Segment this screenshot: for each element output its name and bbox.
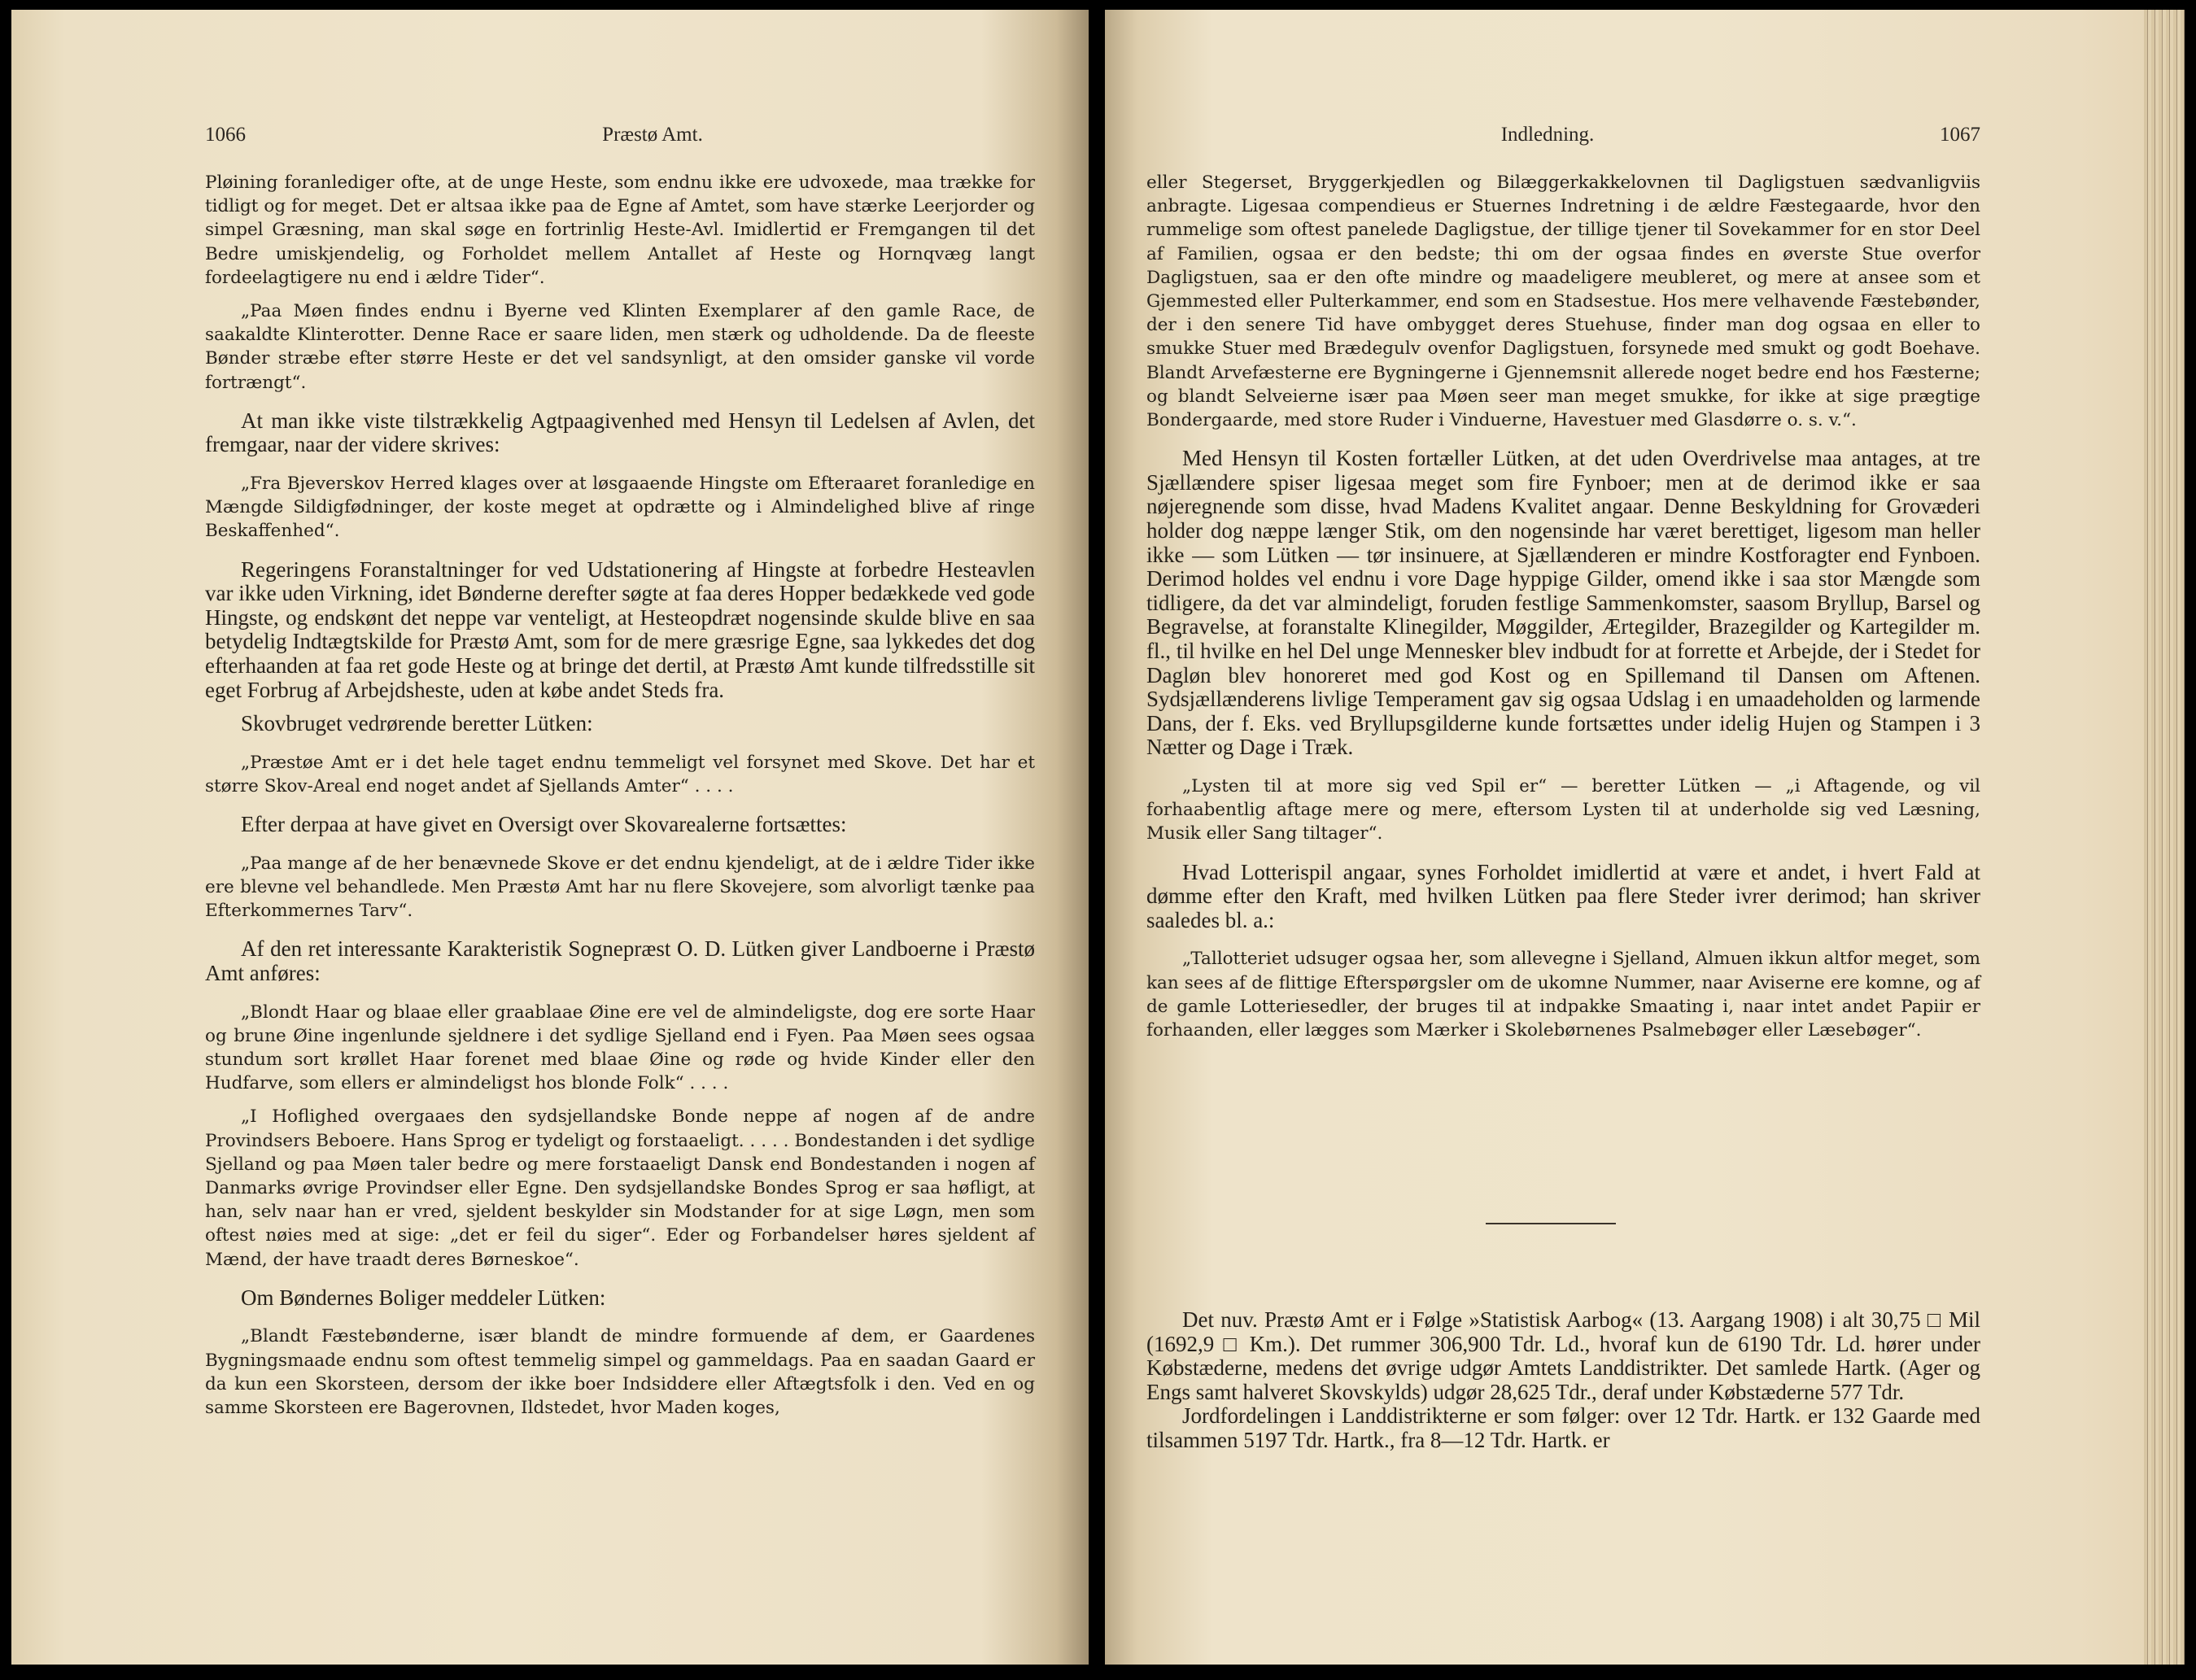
quoted-paragraph: eller Stegerset, Bryggerkjedlen og Bilæggerkakkelovnen til Dagligstuen sædvanligviis anbragte. Ligesaa compendieus er Stuernes Indretning i de ældre Fæstegaarde, hvor den rummelige som oftest panelede Dagligstue, der tillige tjener til Sovekammer for en stor Deel af Familien, ogsaa er den bedste; thi om der ogsaa findes en øverste Stue overfor Dagligstuen, saa er den ofte mindre og maadeligere meubleret, og mere at ansee som et Gjemmested eller Pulterkammer, end som en Stadsestue. Hos mere velhavende Fæstebønder, der i den senere Tid have ombygget deres Stuehuse, finder man dog ogsaa en eller to smukke Stuer med Brædegulv ovenfor Dagligstuen, forsynede med smukt og godt Boehave. Blandt Arvefæsterne ere Bygningerne i Gjennemsnit allerede noget bedre end hos Fæsterne; og blandt Selveierne især paa Møen seer man meget smukke, for ikke at sige prægtige Bondergaarde, med store Ruder i Vinduerne, Havestuer med Glasdørre o. s. v.“. <box>1146 172 1980 431</box>
paragraph: Skovbruget vedrørende beretter Lütken: <box>241 711 593 736</box>
statistics-paragraph: Det nuv. Præstø Amt er i Følge »Statistisk Aarbog« (13. Aargang 1908) i alt 30,75 □ Mil (1692,9 □ Km.). Det rummer 306,900 Tdr. Ld., hvoraf kun de 6190 Tdr. Ld. hører under Købstæderne, medens det øvrige udgør Amtets Landdistrikter. Det samlede Hartk. (Ager og Engs samt halveret Skovskylds) udgør 28,625 Tdr., deraf under Købstæderne 577 Tdr. <box>1146 1307 1980 1404</box>
left-running-head <box>205 124 1035 153</box>
page-edge-strips <box>2144 10 2185 1665</box>
quoted-paragraph: „Tallotteriet udsuger ogsaa her, som allevegne i Sjelland, Almuen ikkun altfor meget, som kan sees af de flittige Efterspørgsler om de ukomne Nummer, naar Aviserne ere komne, og af de gamle Lotteriesedler, der bruges til at indpakke Smaating i, naar intet andet Papiir er forhaanden, eller lægges som Mærker i Skolebørnenes Psalmebøger eller Læsebøger“. <box>1146 949 1980 1041</box>
right-running-head <box>1146 124 1980 153</box>
quoted-paragraph: „Paa mange af de her benævnede Skove er det endnu kjendeligt, at de i ældre Tider ikke ere blevne vel behandlede. Men Præstø Amt har nu flere Skovejere, som alvorligt tænke paa Efterkommernes Tarv“. <box>205 853 1035 922</box>
quoted-paragraph: „Paa Møen findes endnu i Byerne ved Klinten Exemplarer af den gamle Race, de saakaldte Klinterotter. Denne Race er saare liden, men stærk og udholdende. Da de fleeste Bønder stræbe efter større Heste er det vel sandsynligt, at den omsider ganske vil vorde fortrængt“. <box>205 301 1035 393</box>
left-running-title: Præstø Amt. <box>602 124 703 146</box>
right-running-title: Indledning. <box>1500 124 1595 146</box>
left-page-number: 1066 <box>205 124 246 146</box>
paragraph: Om Bøndernes Boliger meddeler Lütken: <box>241 1285 606 1310</box>
left-page <box>11 10 1089 1665</box>
right-page <box>1105 10 2185 1665</box>
quoted-paragraph: „Blondt Haar og blaae eller graablaae Øine ere vel de almindeligste, dog ere sorte Haar og brune Øine ingenlunde sjeldnere i det sydlige Sjelland end i Fyen. Paa Møen sees ogsaa stundum sort krøllet Haar forenet med blaae Øine og røde og hvide Kinder eller den Hudfarve, som ellers er almindeligst hos blonde Folk“ . . . . <box>205 1001 1035 1094</box>
right-body-text <box>1146 171 1980 1042</box>
paragraph: Regeringens Foranstaltninger for ved Udstationering af Hingste at forbedre Hesteavlen var ikke uden Virkning, idet Bønderne derefter søgte at faa deres Hopper bedækkede ved gode Hingste, og endskønt det neppe var venteligt, at Hesteopdræt nogensinde skulde blive en saa betydelig Indtægtskilde for Præstø Amt, som for de mere græsrige Egne, saa lykkedes det dog efterhaanden at faa ret gode Heste og at bringe det dertil, at Præstø Amt kunde tilfredsstille sit eget Forbrug af Arbejdsheste, uden at købe andet Steds fra. <box>205 556 1035 702</box>
paragraph: At man ikke viste tilstrækkelig Agtpaagivenhed med Hensyn til Ledelsen af Avlen, det fremgaar, naar der videre skrives: <box>205 408 1035 457</box>
quoted-paragraph: „Præstøe Amt er i det hele taget endnu temmeligt vel forsynet med Skove. Det har et større Skov-Areal end noget andet af Sjellands Amter“ . . . . <box>205 752 1035 796</box>
paragraph: Hvad Lotterispil angaar, synes Forholdet imidlertid at være et andet, i hvert Fald at dømme efter den Kraft, med hvilken Lütken paa flere Steder ivrer derimod; han skriver saaledes bl. a.: <box>1146 859 1980 932</box>
statistics-paragraph: Jordfordelingen i Landdistrikterne er som følger: over 12 Tdr. Hartk. er 132 Gaarde med tilsammen 5197 Tdr. Hartk., fra 8—12 Tdr. Hartk. er <box>1146 1403 1980 1452</box>
left-body-text <box>205 171 1035 1420</box>
section-divider <box>1486 1223 1616 1224</box>
quoted-paragraph: „Lysten til at more sig ved Spil er“ — beretter Lütken — „i Aftagende, og vil forhaabentlig aftage mere og mere, eftersom Lysten til at underholde sig ved Læsning, Musik eller Sang tiltager“. <box>1146 775 1980 844</box>
statistics-section <box>1146 1308 1980 1453</box>
paragraph: Efter derpaa at have givet en Oversigt over Skovarealerne fortsættes: <box>241 812 847 837</box>
paragraph: Af den ret interessante Karakteristik Sognepræst O. D. Lütken giver Landboerne i Præstø Amt anføres: <box>205 936 1035 985</box>
quoted-paragraph: „I Hoflighed overgaaes den sydsjellandske Bonde neppe af nogen af de andre Provindsers Beboere. Hans Sprog er tydeligt og forstaaeligt. . . . . Bondestanden i det sydlige Sjelland og paa Møen taler bedre og mere forstaaeligt Dansk end Bondestanden i nogen af Danmarks øvrige Provindser eller Egne. Den sydsjellandske Bondes Sprog er saa høfligt, at han, selv naar han er vred, sjeldent beskylder sin Modstander for at sige Løgn, men som oftest nøies med at sige: „det er feil du siger“. Eder og Forbandelser høres sjeldent af Mænd, der have traadt deres Børneskoe“. <box>205 1106 1035 1270</box>
right-page-number: 1067 <box>1940 124 1980 146</box>
paragraph: Med Hensyn til Kosten fortæller Lütken, at det uden Overdrivelse maa antages, at tre Sjællændere spiser ligesaa meget som fire Fynboer; men at de derimod ikke er saa nøjeregnende som disse, hvad Madens Kvalitet angaar. Denne Beskyldning for Grovæderi holder dog næppe længer Stik, om den nogensinde har været berettiget, ligesom man heller ikke — som Lütken — tør insinuere, at Sjællænderen er mindre Kostforagter end Fynboen. Derimod holdes vel endnu i vore Dage hyppige Gilder, omend ikke i saa stor Mængde som tidligere, da det var almindeligt, foruden festlige Sammenkomster, saasom Bryllup, Barsel og Begravelse, at foranstalte Klinegilder, Møggilder, Ærtegilder, Brazegilder og Kartegilder m. fl., til hvilke en hel Del unge Mennesker blev indbudt for at forrette et Arbejde, der i Stedet for Dagløn blev honoreret med god Kost og en Spillemand til Dansen om Aftenen. Sydsjællænderens livlige Temperament gav sig ogsaa Udslag i en umaadeholden og larmende Dans, der f. Eks. ved Bryllupsgilderne kunde fortsættes under idelig Hujen og Stampen i 3 Nætter og Dage i Træk. <box>1146 446 1980 760</box>
quoted-paragraph: „Blandt Fæstebønderne, især blandt de mindre formuende af dem, er Gaardenes Bygningsmaade endnu som oftest temmelig simpel og gammeldags. Paa en saadan Gaard er da kun een Skorsteen, dersom der ikke boer Indsiddere eller Aftægtsfolk i den. Ved en og samme Skorsteen ere Bagerovnen, Ildstedet, hvor Maden koges, <box>205 1326 1035 1419</box>
quoted-paragraph: Pløining foranlediger ofte, at de unge Heste, som endnu ikke ere udvoxede, maa trække for tidligt og for meget. Det er altsaa ikke paa de Egne af Amtet, som have stærke Leerjorder og simpel Græsning, man skal søge en fortrinlig Heste-Avl. Imidlertid er Fremgangen til det Bedre umiskjendelig, og Forholdet mellem Antallet af Heste og Hornqvæg langt fordeelagtigere nu end i ældre Tider“. <box>205 172 1035 288</box>
quoted-paragraph: „Fra Bjeverskov Herred klages over at løsgaaende Hingste om Efteraaret foranledige en Mængde Sildigfødninger, der koste meget at opdrætte og i Almindelighed blive af ringe Beskaffenhed“. <box>205 473 1035 542</box>
